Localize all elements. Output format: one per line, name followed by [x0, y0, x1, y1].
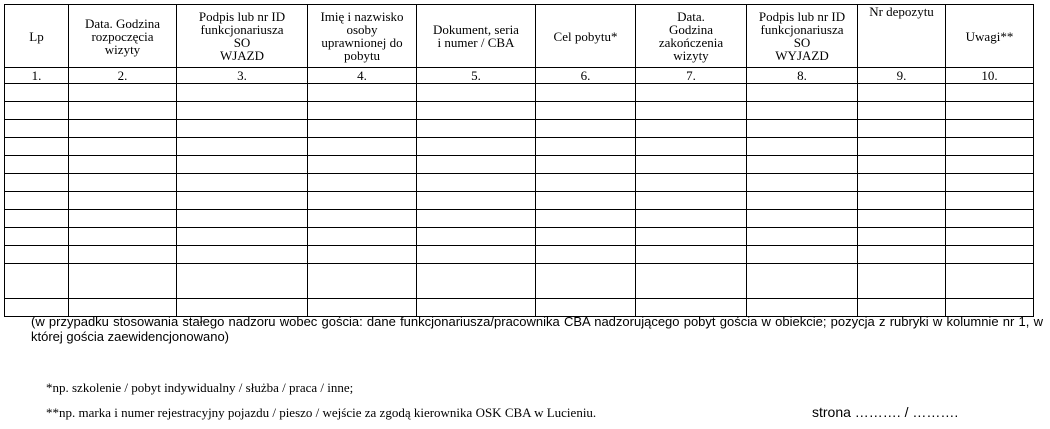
entry-cell[interactable]	[177, 228, 308, 246]
entry-cell[interactable]	[69, 84, 177, 102]
column-header-line: Data. Godzina	[84, 15, 161, 31]
column-number-2: 2.	[69, 68, 177, 84]
entry-cell[interactable]	[636, 246, 747, 264]
entry-cell[interactable]	[69, 138, 177, 156]
entry-cell[interactable]	[417, 174, 536, 192]
entry-cell[interactable]	[308, 156, 417, 174]
entry-cell[interactable]	[5, 210, 69, 228]
entry-cell[interactable]	[5, 246, 69, 264]
column-header-line: rozpoczęcia	[91, 28, 154, 44]
entry-cell[interactable]	[858, 246, 946, 264]
column-number-3: 3.	[177, 68, 308, 84]
entry-cell[interactable]	[69, 156, 177, 174]
entry-cell[interactable]	[858, 102, 946, 120]
entry-cell[interactable]	[69, 192, 177, 210]
entry-cell[interactable]	[858, 84, 946, 102]
entry-cell[interactable]	[536, 156, 636, 174]
column-number-9: 9.	[858, 68, 946, 84]
column-header-line: wizyty	[673, 48, 709, 63]
column-header-line: funkcjonariusza	[200, 22, 284, 37]
entry-cell[interactable]	[308, 264, 417, 299]
entry-cell[interactable]	[946, 120, 1034, 138]
entry-cell[interactable]	[69, 228, 177, 246]
column-header-2	[69, 5, 177, 68]
footnote-purpose: *np. szkolenie / pobyt indywidualny / służba / praca / inne;	[46, 380, 354, 395]
entry-cell[interactable]	[417, 138, 536, 156]
entry-cell[interactable]	[946, 84, 1034, 102]
column-number-10: 10.	[946, 68, 1034, 84]
column-header-line: SO	[793, 35, 811, 50]
table-row	[5, 102, 1034, 120]
entry-cell[interactable]	[946, 174, 1034, 192]
entry-cell[interactable]	[308, 138, 417, 156]
entry-cell[interactable]	[536, 84, 636, 102]
entry-cell[interactable]	[536, 174, 636, 192]
column-header-line: i numer / CBA	[437, 35, 515, 50]
entry-cell[interactable]	[946, 210, 1034, 228]
table-row	[5, 138, 1034, 156]
entry-cell[interactable]	[747, 192, 858, 210]
entry-cell[interactable]	[177, 210, 308, 228]
entry-cell[interactable]	[69, 174, 177, 192]
entry-cell[interactable]	[858, 192, 946, 210]
column-header-line: Podpis lub nr ID	[758, 9, 846, 24]
column-header-line: Cel pobytu*	[553, 28, 618, 44]
column-header-7	[636, 5, 747, 68]
entry-cell[interactable]	[858, 120, 946, 138]
entry-cell[interactable]	[308, 120, 417, 138]
column-header-line: Godzina	[668, 22, 714, 37]
entry-cell[interactable]	[536, 264, 636, 299]
entry-cell[interactable]	[636, 228, 747, 246]
table-header-row	[5, 5, 1034, 68]
column-header-4	[308, 5, 417, 68]
entry-cell[interactable]	[308, 246, 417, 264]
entry-cell[interactable]	[417, 84, 536, 102]
entry-cell[interactable]	[5, 156, 69, 174]
column-header-line: Imię i nazwisko	[320, 9, 404, 24]
table-row	[5, 192, 1034, 210]
entry-cell[interactable]	[946, 102, 1034, 120]
column-header-line: WJAZD	[219, 48, 265, 63]
column-header-8	[747, 5, 858, 68]
entry-cell[interactable]	[636, 120, 747, 138]
entry-cell[interactable]	[177, 192, 308, 210]
entry-cell[interactable]	[536, 210, 636, 228]
column-header-5	[417, 5, 536, 68]
column-number-6: 6.	[536, 68, 636, 84]
entry-cell[interactable]	[177, 84, 308, 102]
column-number-4: 4.	[308, 68, 417, 84]
table-row	[5, 228, 1034, 246]
entry-cell[interactable]	[858, 210, 946, 228]
table-row	[5, 156, 1034, 174]
column-header-line: Nr depozytu	[869, 4, 934, 19]
column-header-6	[536, 5, 636, 68]
entry-cell[interactable]	[747, 156, 858, 174]
entry-cell[interactable]	[747, 120, 858, 138]
entry-cell[interactable]	[69, 264, 177, 299]
entry-cell[interactable]	[946, 228, 1034, 246]
entry-cell[interactable]	[308, 192, 417, 210]
entry-cell[interactable]	[536, 228, 636, 246]
entry-cell[interactable]	[417, 120, 536, 138]
entry-cell[interactable]	[308, 228, 417, 246]
entry-cell[interactable]	[747, 264, 858, 299]
column-number-7: 7.	[636, 68, 747, 84]
entry-cell[interactable]	[946, 156, 1034, 174]
entry-cell[interactable]	[636, 84, 747, 102]
entry-cell[interactable]	[636, 156, 747, 174]
table-row	[5, 120, 1034, 138]
entry-cell[interactable]	[858, 174, 946, 192]
column-number-row	[5, 68, 1034, 84]
entry-cell[interactable]	[536, 246, 636, 264]
column-header-line: osoby	[346, 22, 378, 37]
column-header-line: WYJAZD	[775, 48, 829, 63]
entry-cell[interactable]	[858, 156, 946, 174]
column-header-line: Dokument, seria	[433, 22, 519, 37]
entry-cell[interactable]	[747, 228, 858, 246]
entry-cell[interactable]	[858, 228, 946, 246]
column-header-line: SO	[233, 35, 251, 50]
entry-cell[interactable]	[308, 102, 417, 120]
entry-cell[interactable]	[747, 138, 858, 156]
table-body	[5, 84, 1034, 317]
column-header-line: uprawnionej do	[321, 35, 403, 50]
column-header-line: funkcjonariusza	[760, 22, 844, 37]
entry-cell[interactable]	[417, 210, 536, 228]
column-header-line: Data.	[677, 9, 705, 24]
entry-cell[interactable]	[636, 210, 747, 228]
column-number-5: 5.	[417, 68, 536, 84]
entry-cell[interactable]	[5, 84, 69, 102]
table-row	[5, 174, 1034, 192]
table-row	[5, 84, 1034, 102]
supervision-note: (w przypadku stosowania stałego nadzoru wobec gościa: dane funkcjonariusza/pracownika CBA nadzorującego pobyt gościa w obiekcie; pozycja z rubryki w kolumnie nr 1, w której gościa zaewidencjonowano)	[31, 314, 1043, 344]
column-header-10	[946, 5, 1034, 68]
entry-cell[interactable]	[946, 138, 1034, 156]
entry-cell[interactable]	[636, 192, 747, 210]
entry-cell[interactable]	[177, 264, 308, 299]
entry-cell[interactable]	[177, 246, 308, 264]
footnote-remarks: **np. marka i numer rejestracyjny pojazdu / pieszo / wejście za zgodą kierownika OSK CBA w Lucieniu.	[46, 405, 597, 420]
entry-cell[interactable]	[69, 120, 177, 138]
entry-cell[interactable]	[5, 174, 69, 192]
entry-cell[interactable]	[747, 102, 858, 120]
entry-cell[interactable]	[69, 102, 177, 120]
entry-cell[interactable]	[5, 264, 69, 299]
entry-cell[interactable]	[308, 174, 417, 192]
column-header-line: wizyty	[104, 41, 141, 57]
entry-cell[interactable]	[636, 264, 747, 299]
entry-cell[interactable]	[858, 264, 946, 299]
entry-cell[interactable]	[5, 228, 69, 246]
table-row	[5, 246, 1034, 264]
column-header-line: zakończenia	[658, 35, 724, 50]
column-header-9	[858, 5, 946, 68]
entry-cell[interactable]	[5, 138, 69, 156]
entry-cell[interactable]	[5, 192, 69, 210]
entry-cell[interactable]	[177, 102, 308, 120]
entry-cell[interactable]	[747, 174, 858, 192]
entry-cell[interactable]	[536, 102, 636, 120]
entry-cell[interactable]	[536, 192, 636, 210]
entry-cell[interactable]	[536, 120, 636, 138]
entry-cell[interactable]	[536, 138, 636, 156]
entry-cell[interactable]	[417, 246, 536, 264]
column-header-line: pobytu	[343, 48, 381, 63]
entry-cell[interactable]	[177, 174, 308, 192]
entry-cell[interactable]	[308, 84, 417, 102]
entry-cell[interactable]	[5, 102, 69, 120]
entry-cell[interactable]	[417, 156, 536, 174]
entry-cell[interactable]	[417, 192, 536, 210]
entry-cell[interactable]	[308, 210, 417, 228]
column-header-line: Podpis lub nr ID	[198, 9, 286, 24]
entry-cell[interactable]	[177, 138, 308, 156]
entry-cell[interactable]	[69, 246, 177, 264]
column-header-3	[177, 5, 308, 68]
entry-cell[interactable]	[417, 102, 536, 120]
entry-cell[interactable]	[747, 84, 858, 102]
column-number-8: 8.	[747, 68, 858, 84]
column-header-line: Uwagi**	[965, 28, 1014, 44]
entry-cell[interactable]	[636, 138, 747, 156]
page-counter: strona ………. / ……….	[812, 404, 959, 420]
entry-cell[interactable]	[636, 102, 747, 120]
entry-cell[interactable]	[417, 228, 536, 246]
table-row	[5, 264, 1034, 299]
entry-cell[interactable]	[946, 246, 1034, 264]
column-header-1	[5, 5, 69, 68]
visitor-log-table	[4, 4, 1034, 317]
table-row	[5, 210, 1034, 228]
entry-cell[interactable]	[946, 192, 1034, 210]
entry-cell[interactable]	[858, 138, 946, 156]
entry-cell[interactable]	[177, 156, 308, 174]
entry-cell[interactable]	[417, 264, 536, 299]
entry-cell[interactable]	[69, 210, 177, 228]
entry-cell[interactable]	[946, 264, 1034, 299]
entry-cell[interactable]	[747, 210, 858, 228]
column-number-1: 1.	[5, 68, 69, 84]
entry-cell[interactable]	[747, 246, 858, 264]
entry-cell[interactable]	[177, 120, 308, 138]
entry-cell[interactable]	[5, 120, 69, 138]
column-header-line: Lp	[29, 28, 44, 44]
entry-cell[interactable]	[636, 174, 747, 192]
